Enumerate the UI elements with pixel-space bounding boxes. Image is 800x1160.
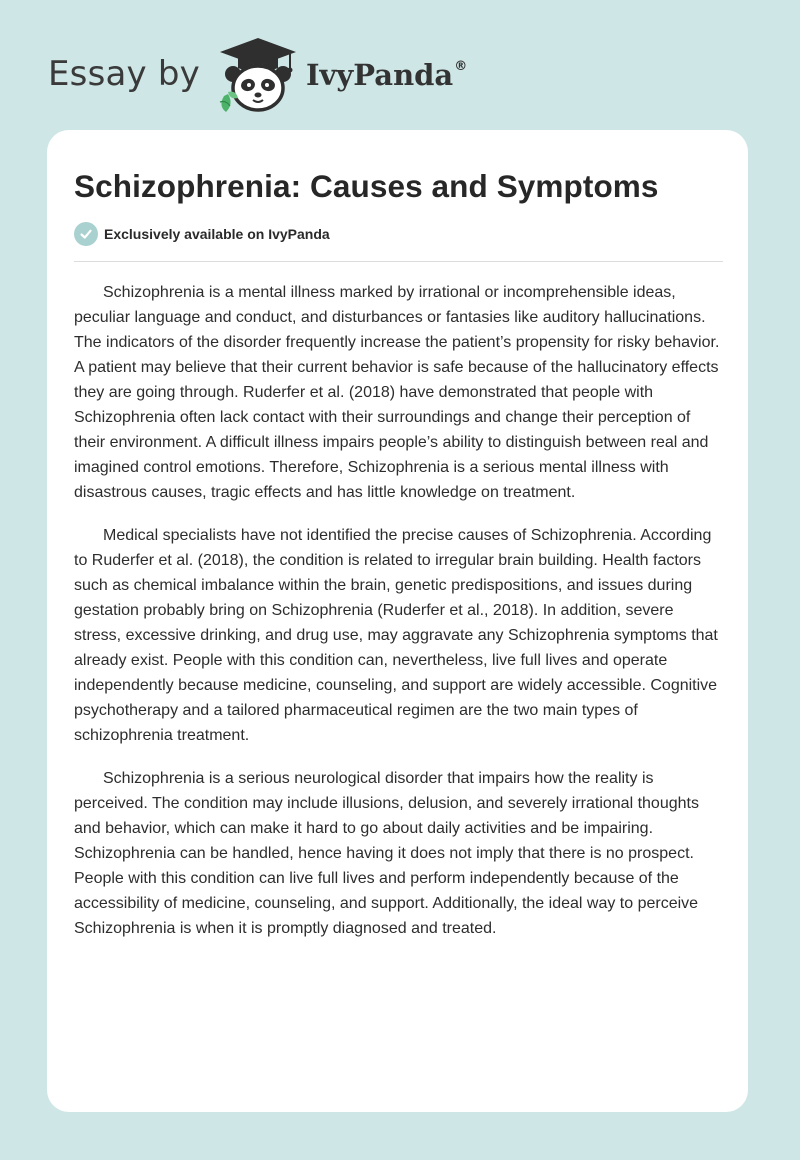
site-header xyxy=(48,34,467,114)
brand-name: IvyPanda® xyxy=(305,57,468,92)
paragraph-3: Schizophrenia is a serious neurological disorder that impairs how the reality is perceived. The condition may include illusions, delusion, and severely irrational thoughts and behavior, which can make it hard to go about daily activities and be impairing. Schizophrenia can be handled, hence having it does not imply that there is no prospect. People with this condition can live full lives and perform independently because of the accessibility of medicine, counseling, and support. Additionally, the ideal way to perceive Schizophrenia is when it is promptly diagnosed and treated. xyxy=(74,770,699,937)
page-title: Schizophrenia: Causes and Symptoms xyxy=(74,168,659,204)
paragraph-2: Medical specialists have not identified the precise causes of Schizophrenia. According to Ruderfer et al. (2018), the condition is related to irregular brain building. Health factors such as chemical imbalance within the brain, genetic predispositions, and issues during gestation probably bring on Schizophrenia (Ruderfer et al., 2018). In addition, severe stress, excessive drinking, and drug use, may aggravate any Schizophrenia symptoms that already exist. People with this condition can, nevertheless, live full lives and operate independently because medicine, counseling, and support are widely accessible. Cognitive psychotherapy and a tailored pharmaceutical regimen are the two main types of schizophrenia treatment. xyxy=(74,527,718,744)
check-icon xyxy=(74,222,98,246)
title-divider xyxy=(74,261,723,262)
exclusive-label: Exclusively available on IvyPanda xyxy=(104,226,330,242)
paragraph-1: Schizophrenia is a mental illness marked by irrational or incomprehensible ideas, peculiar language and conduct, and disturbances or fantasies like auditory hallucinations. The indicators of the disorder frequently increase the patient’s propensity for risky behavior. A patient may believe that their current behavior is safe because of the hallucinatory effects they are going through. Ruderfer et al. (2018) have demonstrated that people with Schizophrenia often lack contact with their surroundings and change their perception of their environment. A difficult illness impairs people’s ability to distinguish between real and imagined control emotions. Therefore, Schizophrenia is a serious mental illness with disastrous causes, tragic effects and has little knowledge on treatment. xyxy=(74,284,720,501)
registered-mark: ® xyxy=(454,58,468,74)
essay-body xyxy=(74,280,724,959)
essay-by-label: Essay by xyxy=(48,54,200,94)
essay-card xyxy=(47,130,748,1112)
ivypanda-logo[interactable] xyxy=(216,34,467,114)
exclusive-badge xyxy=(74,222,330,246)
panda-graduate-icon xyxy=(216,34,300,114)
